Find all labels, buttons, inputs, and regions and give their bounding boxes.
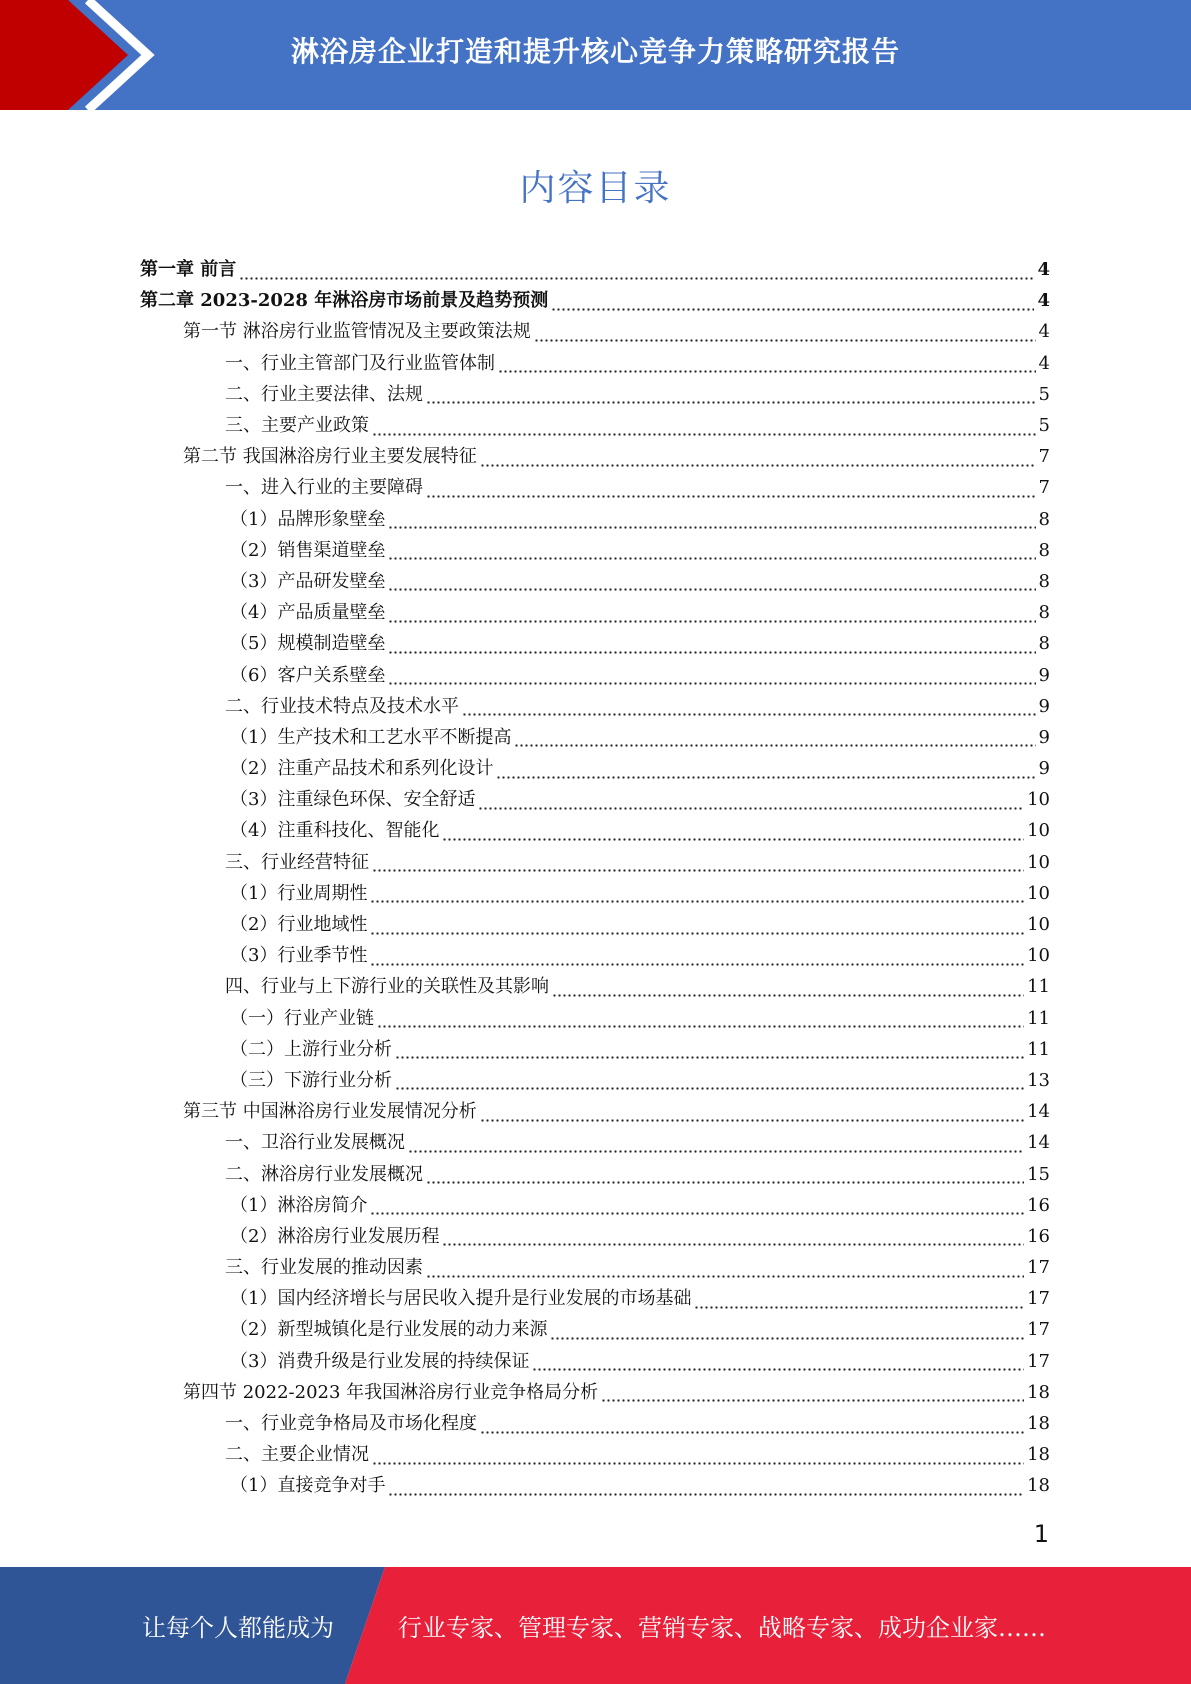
toc-entry-page: 17 — [1027, 1288, 1050, 1310]
toc-entry-title: 二、行业主要法律、法规 — [225, 383, 423, 405]
toc-dot-leader — [552, 984, 1024, 998]
toc-entry[interactable] — [140, 1346, 1050, 1377]
toc-entry-page: 7 — [1038, 477, 1050, 499]
toc-entry-page: 18 — [1027, 1413, 1050, 1435]
toc-entry-page: 13 — [1027, 1069, 1050, 1091]
toc-entry-title: 一、行业竞争格局及市场化程度 — [225, 1413, 477, 1435]
toc-entry-title: 四、行业与上下游行业的关联性及其影响 — [225, 976, 549, 998]
toc-entry[interactable] — [140, 379, 1050, 410]
toc-entry[interactable] — [140, 1003, 1050, 1034]
toc-dot-leader — [388, 610, 1035, 624]
toc-entry-title: 第一章 前言 — [140, 259, 237, 281]
toc-dot-leader — [426, 485, 1036, 499]
toc-entry[interactable] — [140, 566, 1050, 597]
toc-entry-page: 17 — [1027, 1350, 1050, 1372]
toc-dot-leader — [388, 672, 1035, 686]
toc-dot-leader — [370, 922, 1024, 936]
toc-entry-page: 9 — [1038, 726, 1050, 748]
toc-entry-title: （2）销售渠道壁垒 — [230, 539, 386, 561]
toc-entry-title: 三、行业发展的推动因素 — [225, 1257, 423, 1279]
toc-entry[interactable] — [140, 285, 1050, 316]
toc-entry[interactable] — [140, 254, 1050, 285]
toc-dot-leader — [496, 766, 1035, 780]
toc-entry-page: 17 — [1027, 1257, 1050, 1279]
toc-dot-leader — [550, 1327, 1024, 1341]
toc-dot-leader — [395, 1046, 1024, 1060]
toc-entry-page: 18 — [1027, 1381, 1050, 1403]
toc-entry-title: （二）上游行业分析 — [230, 1038, 392, 1060]
toc-dot-leader — [239, 267, 1034, 281]
toc-entry[interactable] — [140, 348, 1050, 379]
toc-dot-leader — [372, 1452, 1024, 1466]
header-banner — [0, 0, 1191, 110]
toc-entry-title: （3）消费升级是行业发展的持续保证 — [230, 1350, 530, 1372]
toc-dot-leader — [377, 1015, 1024, 1029]
toc-entry-page: 14 — [1027, 1132, 1050, 1154]
toc-dot-leader — [514, 734, 1035, 748]
toc-dot-leader — [388, 578, 1035, 592]
toc-entry[interactable] — [140, 659, 1050, 690]
toc-entry-page: 8 — [1038, 508, 1050, 530]
toc-dot-leader — [551, 298, 1034, 312]
toc-dot-leader — [370, 890, 1024, 904]
toc-entry[interactable] — [140, 784, 1050, 815]
toc-entry-page: 18 — [1027, 1475, 1050, 1497]
toc-dot-leader — [388, 1483, 1024, 1497]
toc-dot-leader — [442, 1233, 1024, 1247]
toc-dot-leader — [498, 360, 1036, 374]
toc-dot-leader — [370, 953, 1024, 967]
toc-entry-page: 16 — [1027, 1225, 1050, 1247]
toc-entry-page: 10 — [1027, 851, 1050, 873]
toc-entry-page: 10 — [1027, 820, 1050, 842]
toc-entry-title: 二、淋浴房行业发展概况 — [225, 1163, 423, 1185]
toc-entry-page: 11 — [1027, 1007, 1050, 1029]
toc-entry-title: 一、进入行业的主要障碍 — [225, 477, 423, 499]
toc-dot-leader — [388, 547, 1035, 561]
toc-entry[interactable] — [140, 909, 1050, 940]
toc-entry[interactable] — [140, 316, 1050, 347]
toc-entry[interactable] — [140, 1127, 1050, 1158]
toc-entry-page: 17 — [1027, 1319, 1050, 1341]
toc-entry[interactable] — [140, 940, 1050, 971]
report-title: 淋浴房企业打造和提升核心竞争力策略研究报告 — [290, 35, 900, 68]
toc-entry-title: 第二节 我国淋浴房行业主要发展特征 — [183, 446, 477, 468]
toc-entry-title: （2）行业地域性 — [230, 914, 368, 936]
toc-entry[interactable] — [140, 1252, 1050, 1283]
toc-entry-title: （2）注重产品技术和系列化设计 — [230, 758, 494, 780]
toc-dot-leader — [480, 454, 1036, 468]
toc-dot-leader — [480, 1421, 1024, 1435]
toc-entry[interactable] — [140, 691, 1050, 722]
toc-dot-leader — [532, 1358, 1024, 1372]
toc-entry-page: 10 — [1027, 882, 1050, 904]
toc-entry-page: 7 — [1038, 446, 1050, 468]
toc-dot-leader — [462, 703, 1036, 717]
toc-entry[interactable] — [140, 1314, 1050, 1345]
toc-entry[interactable] — [140, 1065, 1050, 1096]
toc-entry-title: （1）国内经济增长与居民收入提升是行业发展的市场基础 — [230, 1288, 692, 1310]
toc-entry-title: 第三节 中国淋浴房行业发展情况分析 — [183, 1101, 477, 1123]
toc-entry-page: 9 — [1038, 664, 1050, 686]
toc-entry-page: 8 — [1038, 539, 1050, 561]
toc-entry-page: 14 — [1027, 1101, 1050, 1123]
toc-entry-title: （6）客户关系壁垒 — [230, 664, 386, 686]
toc-entry-page: 18 — [1027, 1444, 1050, 1466]
footer-slogan-right: 行业专家、管理专家、营销专家、战略专家、成功企业家…… — [398, 1614, 1046, 1642]
toc-entry-page: 9 — [1038, 758, 1050, 780]
toc-dot-leader — [426, 391, 1036, 405]
toc-entry-page: 4 — [1037, 259, 1050, 281]
toc-entry-page: 5 — [1038, 383, 1050, 405]
toc-entry-title: （4）产品质量壁垒 — [230, 602, 386, 624]
toc-entry-page: 9 — [1038, 695, 1050, 717]
toc-entry-title: （1）生产技术和工艺水平不断提高 — [230, 726, 512, 748]
toc-entry-title: 第四节 2022-2023 年我国淋浴房行业竞争格局分析 — [183, 1381, 599, 1403]
toc-entry-page: 10 — [1027, 914, 1050, 936]
toc-dot-leader — [478, 797, 1024, 811]
toc-dot-leader — [372, 423, 1036, 437]
toc-entry-title: （3）行业季节性 — [230, 945, 368, 967]
toc-entry[interactable] — [140, 1034, 1050, 1065]
toc-entry-title: （1）淋浴房简介 — [230, 1194, 368, 1216]
toc-entry-page: 5 — [1038, 415, 1050, 437]
toc-entry-title: （一）行业产业链 — [230, 1007, 374, 1029]
toc-entry[interactable] — [140, 1283, 1050, 1314]
toc-entry-page: 8 — [1038, 633, 1050, 655]
toc-entry[interactable] — [140, 1439, 1050, 1470]
toc-entry-title: （三）下游行业分析 — [230, 1069, 392, 1091]
toc-entry[interactable] — [140, 753, 1050, 784]
toc-entry-title: 三、主要产业政策 — [225, 415, 369, 437]
toc-entry-page: 11 — [1027, 976, 1050, 998]
toc-entry[interactable] — [140, 1470, 1050, 1501]
toc-entry-page: 8 — [1038, 570, 1050, 592]
toc-entry-title: （3）注重绿色环保、安全舒适 — [230, 789, 476, 811]
toc-entry-page: 16 — [1027, 1194, 1050, 1216]
toc-entry[interactable] — [140, 971, 1050, 1002]
toc-dot-leader — [694, 1296, 1024, 1310]
toc-dot-leader — [372, 859, 1024, 873]
toc-dot-leader — [601, 1389, 1024, 1403]
toc-entry-title: 第一节 淋浴房行业监管情况及主要政策法规 — [183, 321, 531, 343]
toc-dot-leader — [388, 516, 1035, 530]
footer-banner — [0, 1567, 1191, 1684]
toc-entry-title: （4）注重科技化、智能化 — [230, 820, 440, 842]
toc-entry[interactable] — [140, 535, 1050, 566]
toc-entry[interactable] — [140, 1221, 1050, 1252]
toc-heading: 内容目录 — [519, 168, 672, 209]
toc-dot-leader — [388, 641, 1035, 655]
toc-entry-page: 15 — [1027, 1163, 1050, 1185]
toc-entry-page: 4 — [1038, 321, 1050, 343]
toc-entry[interactable] — [140, 410, 1050, 441]
toc-dot-leader — [370, 1202, 1024, 1216]
toc-entry-title: （2）新型城镇化是行业发展的动力来源 — [230, 1319, 548, 1341]
toc-entry-title: （1）品牌形象壁垒 — [230, 508, 386, 530]
toc-entry[interactable] — [140, 847, 1050, 878]
toc-entry-title: 第二章 2023-2028 年淋浴房市场前景及趋势预测 — [140, 290, 549, 312]
toc-entry-title: （1）直接竞争对手 — [230, 1475, 386, 1497]
toc-entry[interactable] — [140, 504, 1050, 535]
toc-entry-title: （1）行业周期性 — [230, 882, 368, 904]
toc-entry-page: 10 — [1027, 945, 1050, 967]
toc-entry[interactable] — [140, 1158, 1050, 1189]
toc-entry-title: 三、行业经营特征 — [225, 851, 369, 873]
toc-entry-title: 二、行业技术特点及技术水平 — [225, 695, 459, 717]
toc-entry[interactable] — [140, 878, 1050, 909]
toc-entry[interactable] — [140, 1408, 1050, 1439]
toc-entry-page: 4 — [1037, 290, 1050, 312]
footer-slogan-left: 让每个人都能成为 — [142, 1614, 334, 1642]
toc-entry-title: （5）规模制造壁垒 — [230, 633, 386, 655]
toc-dot-leader — [534, 329, 1036, 343]
toc-entry-title: （2）淋浴房行业发展历程 — [230, 1225, 440, 1247]
toc-entry[interactable] — [140, 1377, 1050, 1408]
toc-dot-leader — [426, 1171, 1024, 1185]
toc-entry[interactable] — [140, 597, 1050, 628]
table-of-contents — [140, 254, 1050, 1502]
toc-entry-title: 一、行业主管部门及行业监管体制 — [225, 352, 495, 374]
toc-dot-leader — [395, 1077, 1024, 1091]
toc-entry-title: 一、卫浴行业发展概况 — [225, 1132, 405, 1154]
toc-entry[interactable] — [140, 1190, 1050, 1221]
toc-entry-page: 10 — [1027, 789, 1050, 811]
page-number: 1 — [1033, 1520, 1049, 1548]
toc-entry[interactable] — [140, 722, 1050, 753]
toc-dot-leader — [426, 1265, 1024, 1279]
toc-entry-title: 二、主要企业情况 — [225, 1444, 369, 1466]
toc-entry[interactable] — [140, 1096, 1050, 1127]
toc-entry-page: 8 — [1038, 602, 1050, 624]
toc-entry-page: 11 — [1027, 1038, 1050, 1060]
toc-dot-leader — [442, 828, 1024, 842]
toc-entry[interactable] — [140, 628, 1050, 659]
toc-entry[interactable] — [140, 441, 1050, 472]
toc-entry[interactable] — [140, 472, 1050, 503]
toc-entry[interactable] — [140, 815, 1050, 846]
toc-entry-page: 4 — [1038, 352, 1050, 374]
toc-dot-leader — [480, 1109, 1024, 1123]
toc-dot-leader — [408, 1140, 1024, 1154]
toc-entry-title: （3）产品研发壁垒 — [230, 570, 386, 592]
